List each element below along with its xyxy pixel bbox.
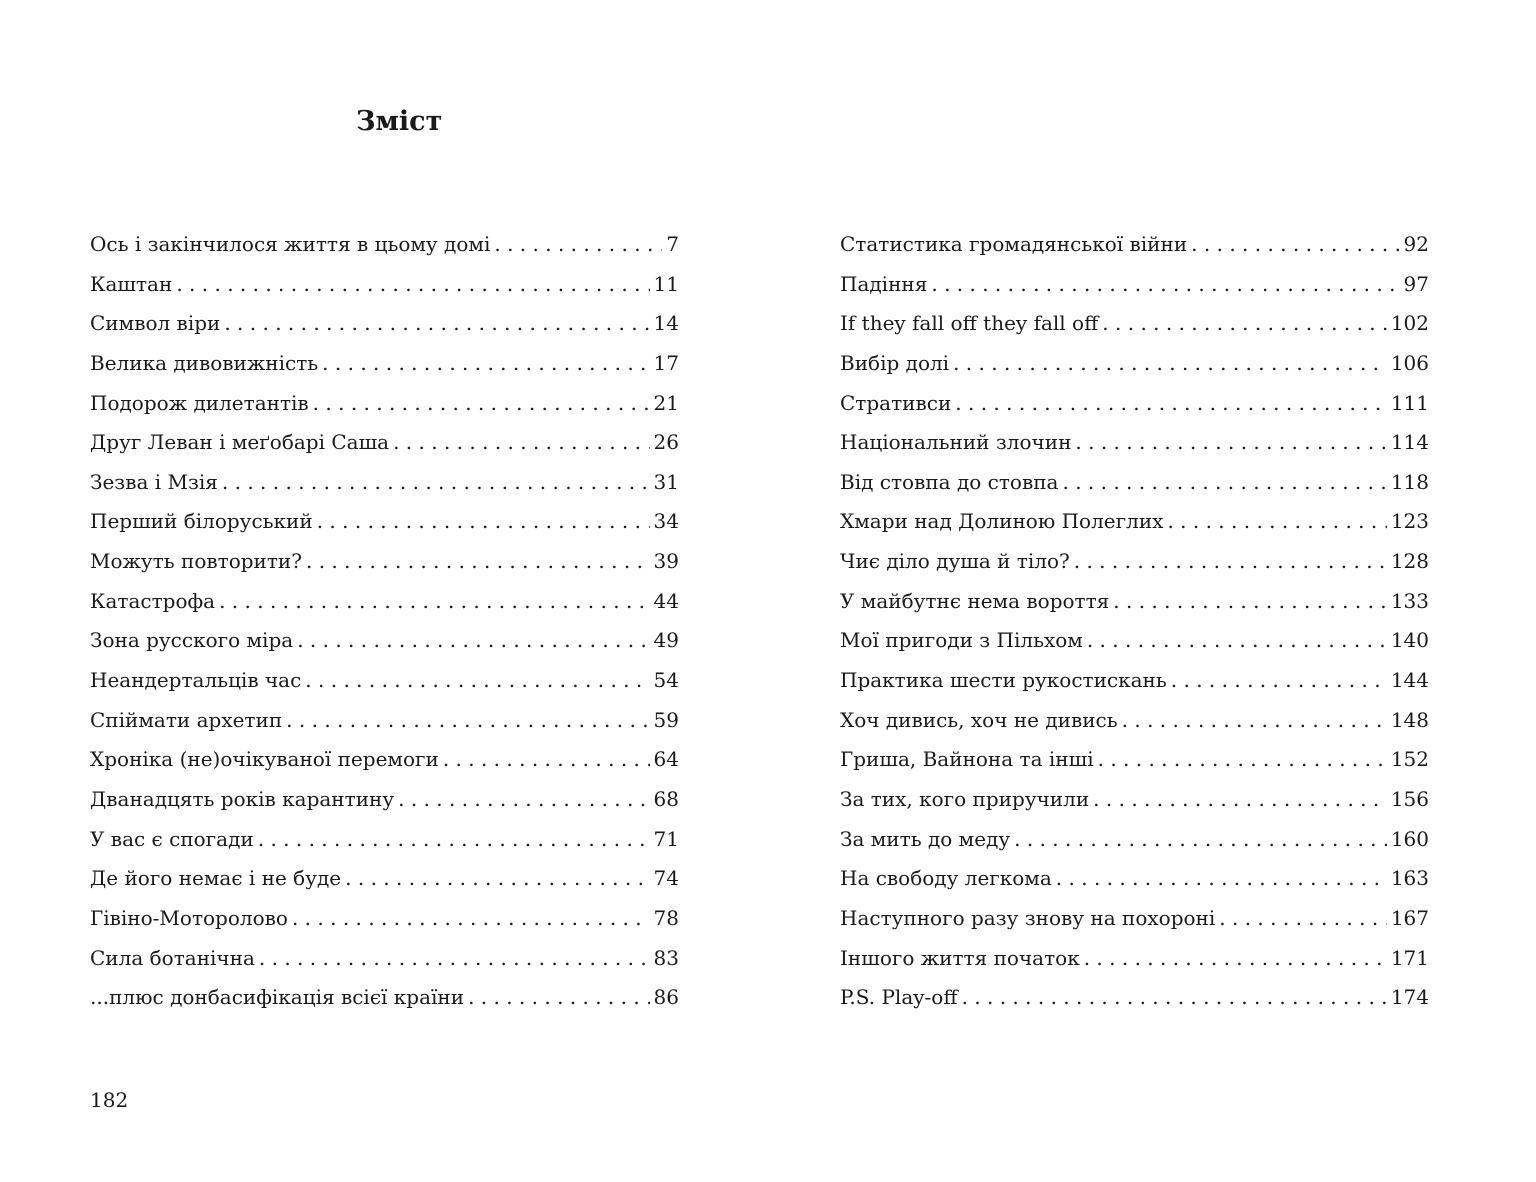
toc-entry-page: 92 [1403,232,1429,256]
toc-entry-page: 34 [653,509,679,534]
toc-entry-page: 167 [1390,905,1429,930]
toc-entry-page: 14 [653,311,679,336]
toc-entry-page: 17 [653,350,679,375]
toc-entry-title: Від стовпа до стовпа [840,469,1059,494]
toc-entry-page: 11 [653,271,679,296]
toc-entry [840,463,1429,503]
toc-entry-title: Друг Леван і меґобарі Саша [90,430,390,455]
toc-entry [840,859,1429,899]
toc-entry-page: 86 [653,985,679,1010]
toc-entry [840,899,1429,939]
dot-leader [286,701,649,741]
toc-entry-title: Зезва і Мзія [90,469,218,494]
toc-entry [90,939,679,979]
dot-leader [224,304,649,344]
toc-entry-page: 97 [1403,271,1429,296]
toc-entry [90,502,679,542]
dot-leader [1084,939,1387,979]
toc-entry-page: 39 [653,549,679,574]
dot-leader [468,978,649,1018]
toc-entry [840,661,1429,701]
toc-entry [90,859,679,899]
toc-entry-page: 54 [653,668,679,693]
dot-leader [322,344,649,384]
dot-leader [176,265,649,305]
toc-entry-title: Подорож дилетантів [90,390,309,415]
toc-entry-title: Символ віри [90,311,221,336]
dot-leader [1219,899,1387,939]
toc-entry-page: 123 [1390,509,1429,534]
toc-entry [840,265,1429,305]
toc-entry-page: 59 [653,707,679,732]
toc-entry [840,939,1429,979]
toc-entry-page: 140 [1390,628,1429,653]
toc-entry-title: На свободу легкома [840,866,1052,891]
toc-entry [90,701,679,741]
toc-entry [90,661,679,701]
toc-entry-page: 118 [1390,469,1429,494]
toc-entry-page: 64 [653,747,679,772]
toc-entry-page: 44 [653,588,679,613]
toc-entry [90,265,679,305]
toc-entry [90,820,679,860]
toc-entry [90,463,679,503]
toc-entry [840,701,1429,741]
toc-entry [840,502,1429,542]
dot-leader [1075,423,1386,463]
toc-entry [840,384,1429,424]
toc-entry-title: За мить до меду [840,826,1011,851]
dot-leader [1113,582,1387,622]
toc-entry [840,225,1429,265]
toc-entry-page: 7 [666,232,679,256]
toc-entry [90,344,679,384]
toc-entry [90,780,679,820]
toc-entry [840,344,1429,384]
toc-entry-page: 152 [1390,747,1429,772]
toc-entry-title: Мої пригоди з Пільхом [840,628,1083,653]
toc-entry-title: Ось і закінчилося життя в цьому домі [90,232,491,256]
dot-leader [222,463,650,503]
toc-entry-title: Хроніка (не)очікуваної перемоги [90,747,439,772]
toc-entry-title: Можуть повторити? [90,549,302,574]
toc-entry [90,978,679,1018]
toc-entry-title: Зона русского міра [90,628,294,653]
dot-leader [955,384,1387,424]
toc-entry-page: 133 [1390,588,1429,613]
dot-leader [1074,542,1387,582]
toc-entry-title: Національний злочин [840,430,1072,455]
toc-entry-title: Наступного разу знову на похороні [840,905,1216,930]
dot-leader [1098,740,1387,780]
toc-entry [840,423,1429,463]
dot-leader [297,621,649,661]
toc-entry-page: 156 [1390,786,1429,811]
toc-entry-title: Вибір долі [840,350,950,375]
toc-entry-page: 160 [1390,826,1429,851]
toc-entry-title: Катастрофа [90,588,216,613]
toc-entry-title: Хоч дивись, хоч не дивись [840,707,1118,732]
page-title: Зміст [356,106,443,137]
dot-leader [259,939,650,979]
toc-entry-title: Неандертальців час [90,668,302,693]
toc-entry-page: 78 [653,905,679,930]
toc-entry [90,899,679,939]
dot-leader [313,384,650,424]
toc-entry [840,780,1429,820]
dot-leader [317,502,650,542]
dot-leader [345,859,649,899]
toc-entry-title: Падіння [840,271,928,296]
toc-entry-title: Чиє діло душа й тіло? [840,549,1070,574]
toc-entry [840,621,1429,661]
dot-leader [1191,225,1399,265]
toc-entry [90,621,679,661]
toc-entry-page: 114 [1390,430,1429,455]
toc-entry-page: 21 [653,390,679,415]
dot-leader [305,661,649,701]
toc-entry-page: 174 [1390,985,1429,1010]
toc-entry-title: За тих, кого приручили [840,786,1090,811]
toc-entry-page: 26 [653,430,679,455]
toc-entry [90,542,679,582]
toc-entry-page: 83 [653,945,679,970]
dot-leader [931,265,1399,305]
toc-entry-title: Спіймати архетип [90,707,283,732]
toc-entry-page: 111 [1390,390,1429,415]
toc-entry-page: 163 [1390,866,1429,891]
toc-entry-title: У майбутнє нема вороття [840,588,1110,613]
dot-leader [292,899,650,939]
dot-leader [494,225,662,265]
dot-leader [1102,304,1387,344]
dot-leader [443,740,650,780]
toc-entry-title: Статистика громадянської війни [840,232,1188,256]
toc-entry [90,384,679,424]
dot-leader [398,780,649,820]
toc-entry [840,978,1429,1018]
toc-entry-title: Каштан [90,271,173,296]
toc-entry-page: 71 [653,826,679,851]
toc-entry-title: Де його немає і не буде [90,866,342,891]
toc-entry [840,542,1429,582]
toc-entry-page: 102 [1390,311,1429,336]
toc-entry-title: Гівіно-Моторолово [90,905,288,930]
toc-entry-title: Сила ботанічна [90,945,255,970]
dot-leader [1093,780,1387,820]
dot-leader [306,542,650,582]
toc-entry [90,423,679,463]
dot-leader [953,344,1387,384]
toc-entry-page: 144 [1390,668,1429,693]
toc-entry-page: 148 [1390,707,1429,732]
dot-leader [393,423,649,463]
toc-entry-title: У вас є спогади [90,826,254,851]
toc-entry-title: Хмари над Долиною Полеглих [840,509,1164,534]
dot-leader [1062,463,1386,503]
dot-leader [1014,820,1387,860]
toc-entry-page: 171 [1390,945,1429,970]
toc-right-column [840,225,1429,1018]
page-number: 182 [90,1088,129,1112]
toc-entry-title: P.S. Play-off [840,985,958,1010]
toc-entry [840,820,1429,860]
toc-entry-title: Велика дивовижність [90,350,319,375]
toc-entry [840,740,1429,780]
toc-entry-page: 128 [1390,549,1429,574]
toc-entry [840,304,1429,344]
toc-entry-title: Дванадцять років карантину [90,786,395,811]
toc-entry [90,740,679,780]
toc-entry-page: 68 [653,786,679,811]
toc-entry-title: Гриша, Вайнона та інші [840,747,1094,772]
dot-leader [1167,502,1386,542]
dot-leader [219,582,649,622]
toc-entry-title: ...плюс донбасифікація всієї країни [90,985,465,1010]
toc-entry-title: Перший білоруський [90,509,313,534]
toc-entry-title: Іншого життя початок [840,945,1080,970]
toc-entry-page: 106 [1390,350,1429,375]
toc-entry [90,225,679,265]
toc-entry-page: 74 [653,866,679,891]
toc-entry-page: 49 [653,628,679,653]
toc-entry [90,304,679,344]
dot-leader [258,820,650,860]
dot-leader [1122,701,1387,741]
toc-left-column [90,225,679,1018]
dot-leader [1171,661,1387,701]
toc-entry [90,582,679,622]
toc-entry-title: If they fall off they fall off [840,311,1099,336]
dot-leader [962,978,1387,1018]
dot-leader [1087,621,1387,661]
toc-entry-page: 31 [653,469,679,494]
toc-entry-title: Практика шести рукостискань [840,668,1167,693]
dot-leader [1056,859,1387,899]
toc-entry [840,582,1429,622]
toc-entry-title: Стративси [840,390,952,415]
